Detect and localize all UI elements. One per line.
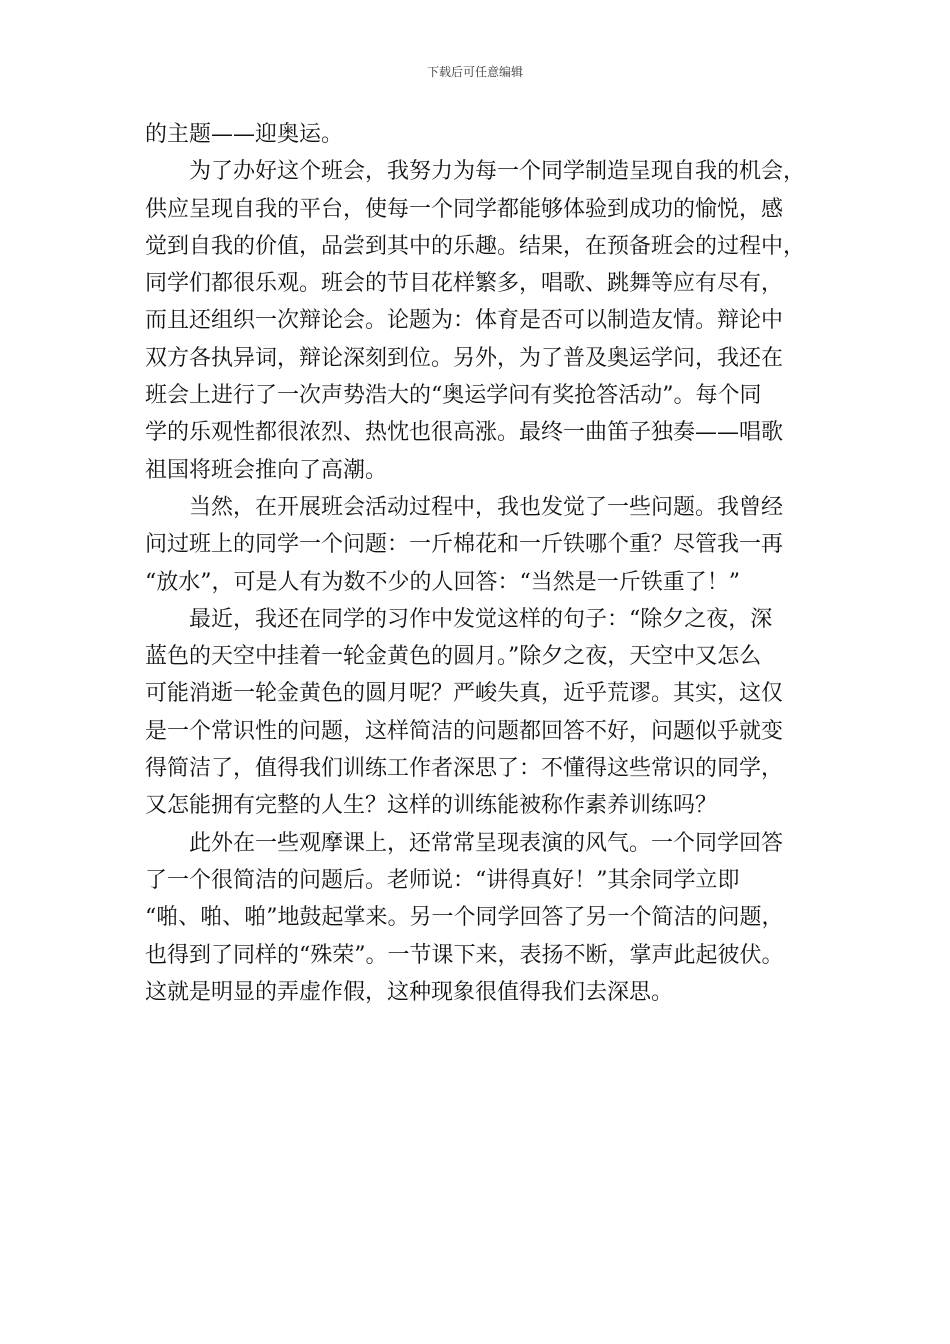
text-line: “放水”，可是人有为数不少的人回答：“当然是一斤铁重了！” [145,569,740,595]
text-line: 得简洁了，值得我们训练工作者深思了：不懂得这些常识的同学， [145,756,784,782]
text-line: 这就是明显的弄虚作假，这种现象很值得我们去深思。 [145,979,674,1005]
text-line: 蓝色的天空中挂着一轮金黄色的圆月。”除夕之夜，天空中又怎么 [145,644,762,670]
text-line: 学的乐观性都很浓烈、热忱也很高涨。最终一曲笛子独奏——唱歌 [145,420,784,446]
text-line: 问过班上的同学一个问题：一斤棉花和一斤铁哪个重？尽管我一再 [145,532,784,558]
text-line: “啪、啪、啪”地鼓起掌来。另一个同学回答了另一个简洁的问题， [145,905,784,931]
text-line: 供应呈现自我的平台，使每一个同学都能够体验到成功的愉悦，感 [145,196,784,222]
text-line: 而且还组织一次辩论会。论题为：体育是否可以制造友情。辩论中 [145,308,784,334]
text-line: 此外在一些观摩课上，还常常呈现表演的风气。一个同学回答 [189,830,784,856]
text-line: 又怎能拥有完整的人生？这样的训练能被称作素养训练吗？ [145,793,718,819]
text-line: 可能消逝一轮金黄色的圆月呢？严峻失真，近乎荒谬。其实，这仅 [145,681,784,707]
text-line: 觉到自我的价值，品尝到其中的乐趣。结果，在预备班会的过程中， [145,233,806,259]
text-line: 祖国将班会推向了高潮。 [145,457,388,483]
page-header: 下载后可任意编辑 [426,65,523,79]
text-line: 班会上进行了一次声势浩大的“奥运学问有奖抢答活动”。每个同 [145,383,762,409]
text-line: 同学们都很乐观。班会的节目花样繁多，唱歌、跳舞等应有尽有， [145,271,784,297]
text-line: 最近，我还在同学的习作中发觉这样的句子：“除夕之夜，深 [189,606,773,632]
text-line: 为了办好这个班会，我努力为每一个同学制造呈现自我的机会， [189,159,806,185]
text-line: 是一个常识性的问题，这样简洁的问题都回答不好，问题似乎就变 [145,718,784,744]
body-text [145,116,805,1011]
text-line: 双方各执异词，辩论深刻到位。另外，为了普及奥运学问，我还在 [145,345,784,371]
text-line: 当然，在开展班会活动过程中，我也发觉了一些问题。我曾经 [189,494,784,520]
text-line: 也得到了同样的“殊荣”。一节课下来，表扬不断，掌声此起彼伏。 [145,942,784,968]
text-line: 了一个很简洁的问题后。老师说：“讲得真好！”其余同学立即 [145,867,740,893]
text-line: 的主题——迎奥运。 [145,122,344,147]
